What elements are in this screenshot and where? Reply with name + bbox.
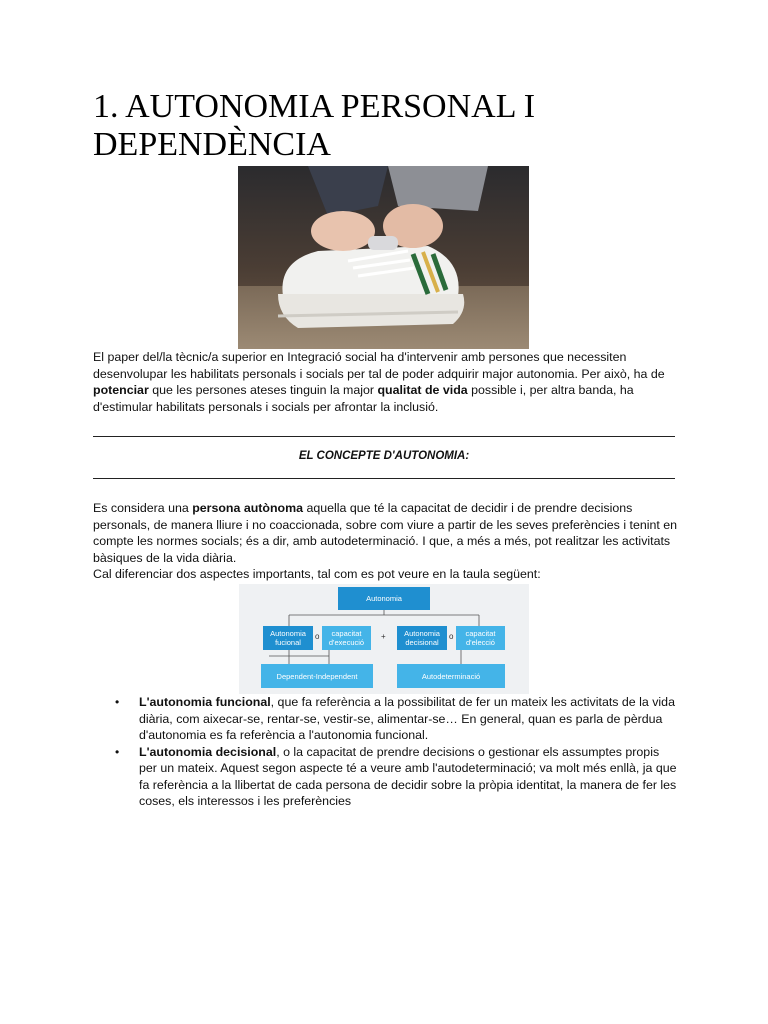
- page-title: 1. AUTONOMIA PERSONAL I DEPENDÈNCIA: [93, 88, 536, 163]
- intro-text-1: El paper del/la tècnic/a superior en Integració social ha d'intervenir amb persones que necessiten desenvolupar les habilitats personals i socials per tal de poder adquirir major autonomia. Per això, ha de: [93, 350, 665, 381]
- shoe-tying-photo: [238, 166, 529, 349]
- divider-top: [93, 436, 675, 437]
- intro-paragraph: [93, 349, 678, 415]
- bullet-icon: •: [115, 744, 120, 759]
- diagram-right-main: Autonomia decisional: [397, 626, 447, 650]
- diagram-or-left: o: [315, 632, 320, 641]
- list-item-bold: L'autonomia funcional: [139, 695, 271, 709]
- intro-bold-qualitat: qualitat de vida: [377, 383, 468, 397]
- intro-text-3: possible i, per altra banda, ha d'estimular habilitats personals i socials per afrontar la inclusió.: [93, 383, 634, 414]
- diagram-right-sub: capacitat d'elecció: [456, 626, 505, 650]
- divider-bottom: [93, 478, 675, 479]
- diagram-left-bottom: Dependent-Independent: [261, 664, 373, 688]
- diagram-left-sub: capacitat d'execució: [322, 626, 371, 650]
- list-item-text: , que fa referència a la possibilitat de fer un mateix les activitats de la vida diària, com aixecar-se, rentar-se, vestir-se, alimentar-se… En general, quan es parla de pèrdua d'autonomia es fa referència a l'autonomia funcional.: [139, 695, 675, 742]
- concept-paragraph: [93, 500, 678, 583]
- concept-text-3: Cal diferenciar dos aspectes importants, tal com es pot veure en la taula següent:: [93, 567, 541, 581]
- list-item-text: , o la capacitat de prendre decisions o gestionar els assumptes propis per un mateix. Aquest segon aspecte té a veure amb l'autodeterminació; va molt més enllà, ja que fa referència a la llibertat de cada persona de decidir sobre la pròpia identitat, la manera de fer les coses, els interessos i les preferències: [139, 744, 677, 808]
- bullet-icon: •: [115, 695, 120, 709]
- autonomy-list: [93, 694, 678, 810]
- diagram-right-bottom: Autodeterminació: [397, 664, 505, 688]
- concept-text-2: aquella que té la capacitat de decidir i de prendre decisions personals, de manera lliure i no coaccionada, sobre com viure a partir de les seves preferències i tenint en compte les normes socials; és a dir, amb autodeterminació. I que, a més a més, pot realitzar les activitats bàsiques de la vida diària.: [93, 501, 678, 565]
- sneaker-image: [238, 166, 529, 349]
- diagram-root: Autonomia: [338, 587, 430, 610]
- list-item-bold: L'autonomia decisional: [139, 744, 277, 759]
- section-heading: EL CONCEPTE D'AUTONOMIA:: [298, 450, 470, 462]
- diagram-left-main: Autonomia fucional: [263, 626, 313, 650]
- autonomy-diagram: [239, 584, 529, 694]
- concept-bold-persona: persona autònoma: [192, 501, 304, 515]
- diagram-or-right: o: [449, 632, 454, 641]
- intro-bold-potenciar: potenciar: [93, 383, 149, 397]
- list-item: [93, 744, 678, 810]
- list-item: [93, 694, 678, 744]
- concept-text-1: Es considera una: [93, 501, 193, 515]
- intro-text-2: que les persones ateses tinguin la major: [148, 383, 378, 397]
- diagram-and: +: [381, 632, 386, 641]
